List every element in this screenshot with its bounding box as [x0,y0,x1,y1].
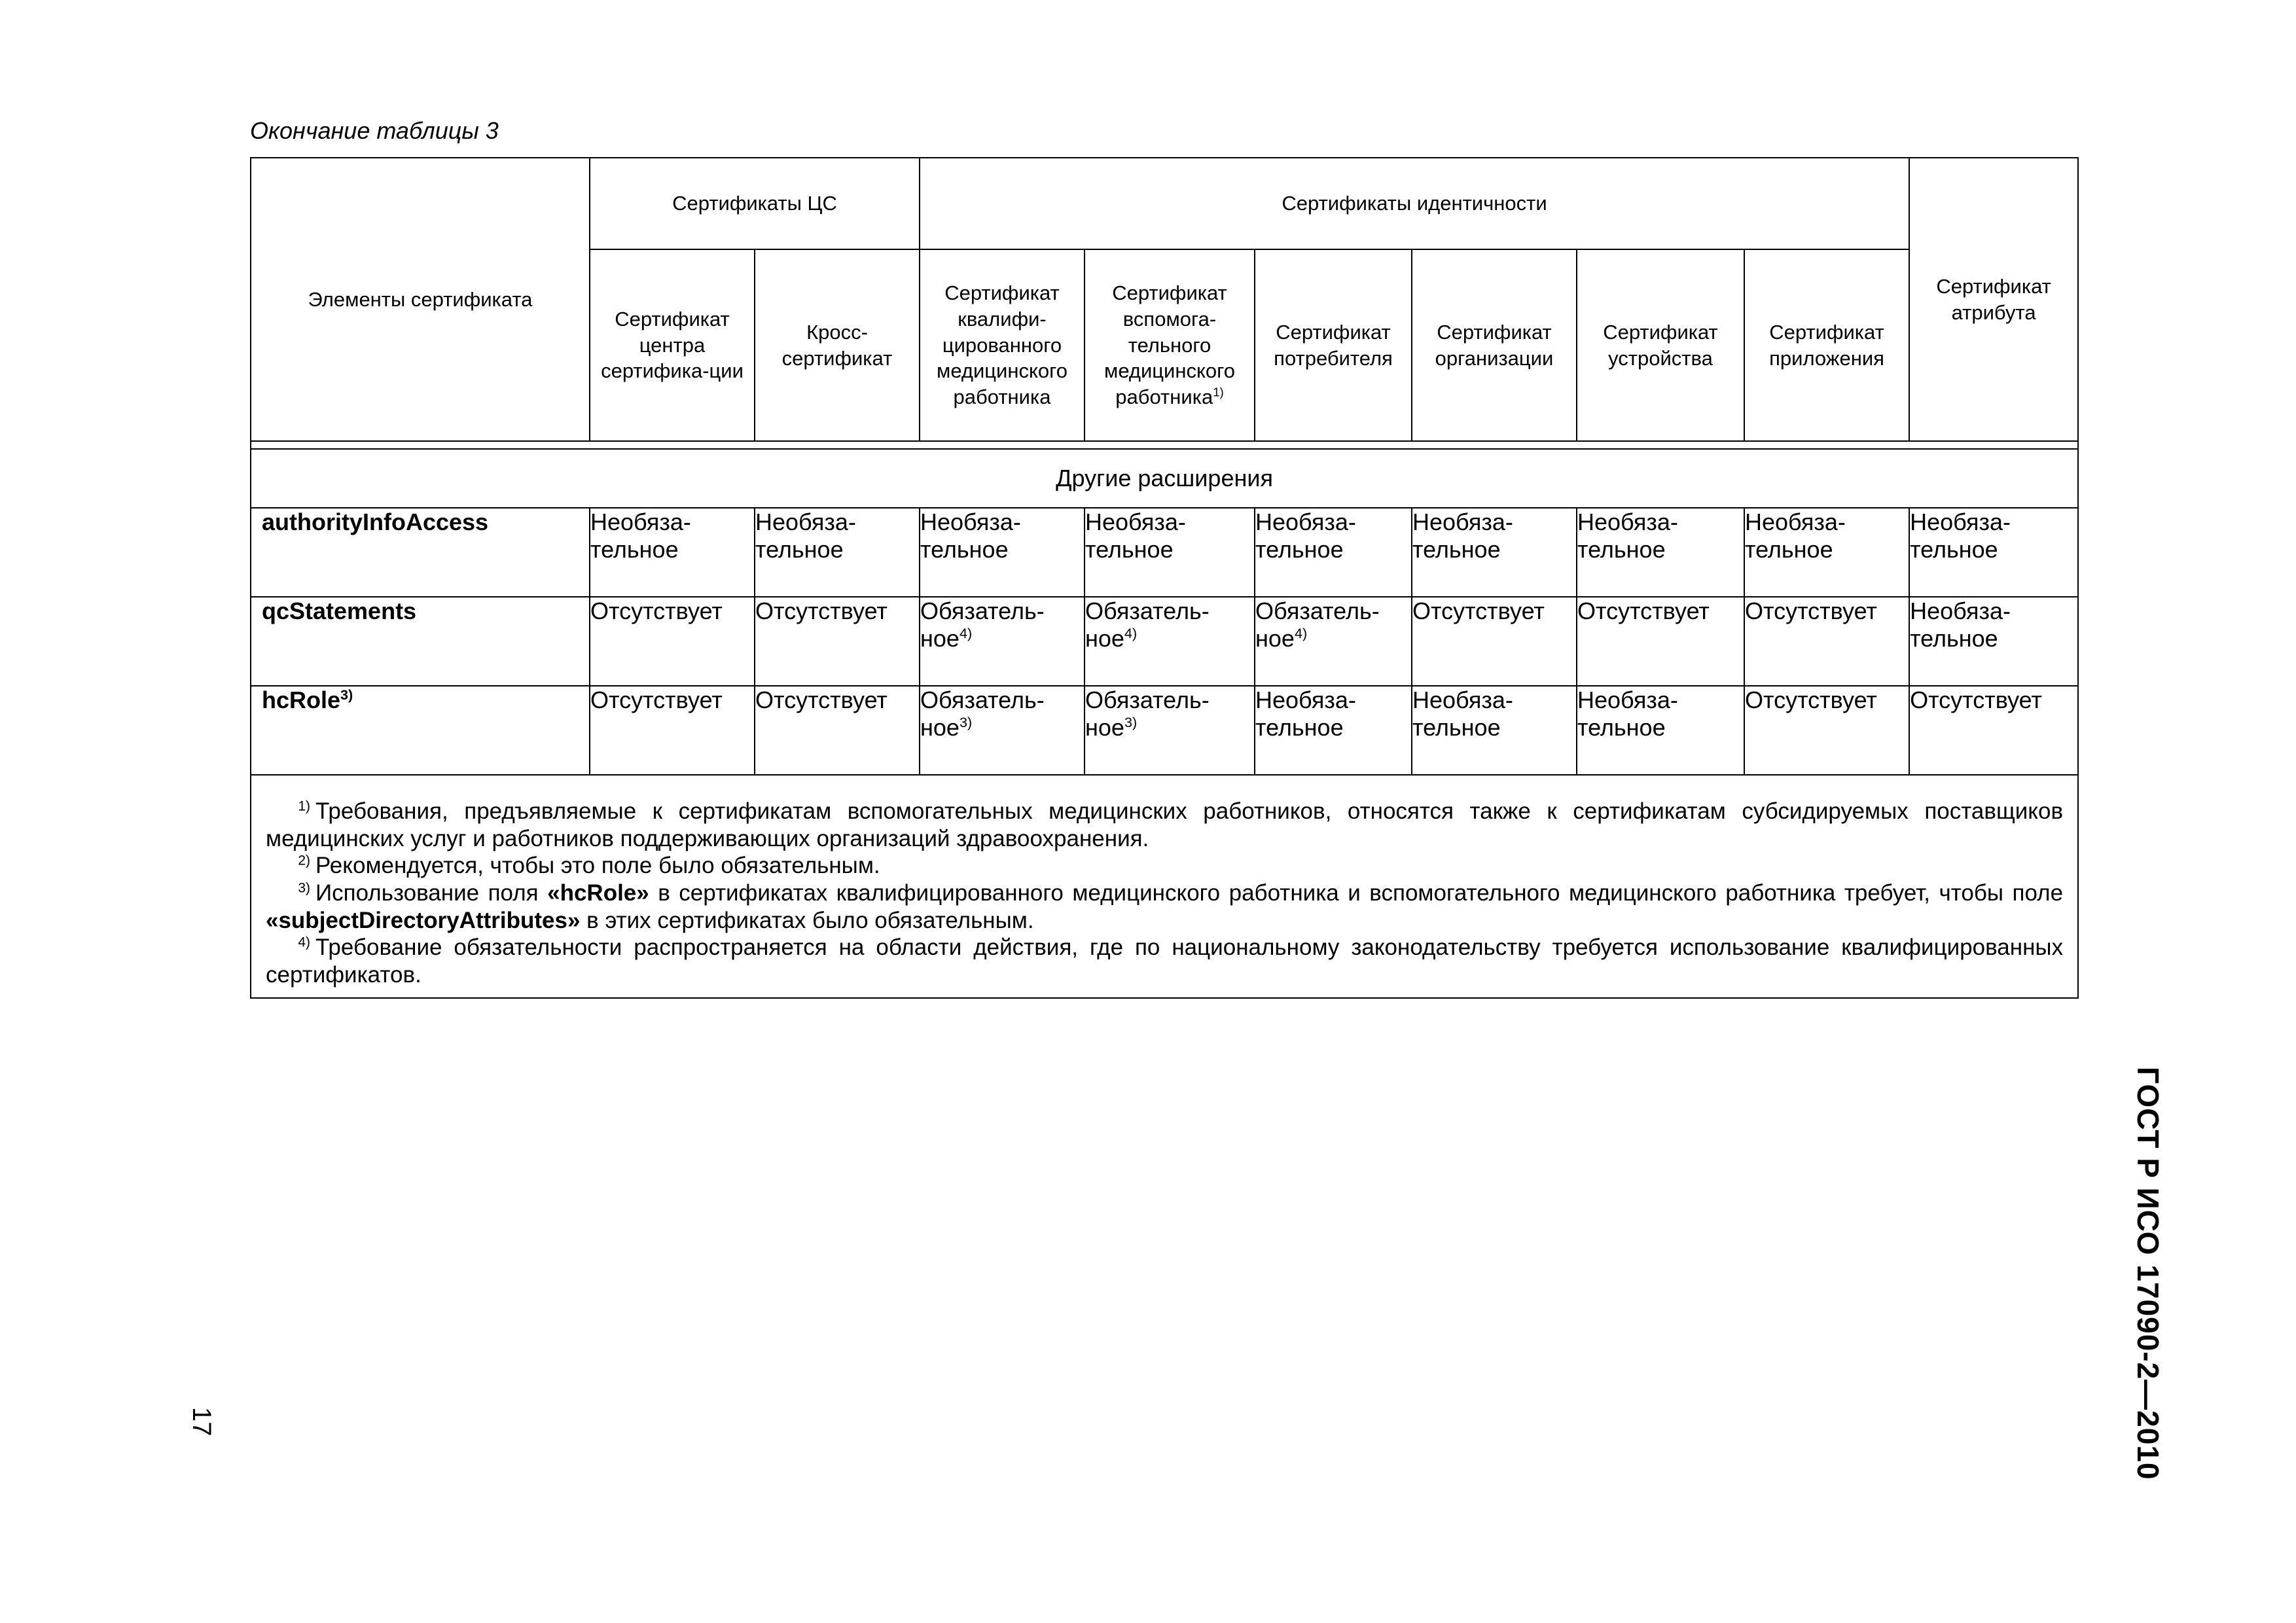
footnote-ref: 3) [959,714,973,731]
footnotes-block [251,775,2078,998]
table-cell: Необяза-тельное [1255,508,1412,597]
table-cell: Отсутствует [590,686,755,775]
table-cell: Необяза-тельное [920,508,1085,597]
header-identity-certificates: Сертификаты идентичности [920,158,1909,249]
table-cell: Необяза-тельное [1412,686,1577,775]
table-cell: Отсутствует [1744,597,1909,686]
certificate-extensions-table [250,157,2079,999]
footnote-text: Использование поля [315,880,548,906]
table-row [251,686,2078,775]
table-cell [1255,597,1412,686]
cell-value: Обязатель-ное [920,687,1045,741]
standard-designation: ГОСТ Р ИСО 17090-2—2010 [2131,1067,2165,1480]
table-cell: Отсутствует [1909,686,2078,775]
table-cell: Необяза-тельное [1744,508,1909,597]
cell-value: Обязатель-ное [920,597,1045,652]
footnote-3 [266,880,2063,934]
footnote-1 [266,798,2063,852]
footnote-field-name: «subjectDirectoryAttributes» [266,907,581,933]
table-cell: Отсутствует [1412,597,1577,686]
header-attribute-certificate: Сертификат атрибута [1909,158,2078,441]
table-cell: Отсутствует [755,597,920,686]
table-row [251,597,2078,686]
footnote-mark: 1) [298,798,310,814]
cell-value: Обязатель-ное [1085,687,1210,741]
table-cell: Отсутствует [1744,686,1909,775]
table-cell: Отсутствует [755,686,920,775]
footnote-text: Требования, предъявляемые к сертификатам вспомогательных медицинских работников, относятся также к сертификатам субсидируемых поставщиков медицинских услуг и работников поддерживающих организаций здравоохранения. [266,798,2064,851]
page-number: 17 [187,1407,216,1436]
footnote-2 [266,852,2063,880]
table-cell: Необяза-тельное [1412,508,1577,597]
footnote-field-name: «hcRole» [547,880,649,906]
footnote-mark: 4) [298,935,310,950]
footnote-text: в сертификатах квалифицированного медицинского работника и вспомогательного медицинского работника требует, чтобы поле [649,880,2064,906]
table-cell [920,597,1085,686]
header-elements: Элементы сертификата [251,158,590,441]
table-cell: Необяза-тельное [1577,686,1744,775]
footnote-4 [266,934,2063,988]
table-cell: Отсутствует [1577,597,1744,686]
table-cell: Необяза-тельное [590,508,755,597]
footnote-ref: 4) [1124,625,1138,642]
table-cell: Необяза-тельное [1255,686,1412,775]
footnote-ref: 4) [959,625,973,642]
footnote-mark: 3) [298,880,310,896]
footnote-mark: 2) [298,853,310,868]
subheader-ca-certificate: Сертификат центра сертифика-ции [590,249,755,441]
table-cell: Необяза-тельное [1085,508,1255,597]
row-element-name: authorityInfoAccess [251,508,590,597]
row-element-name: qcStatements [251,597,590,686]
footnote-ref: 1) [1213,385,1224,399]
table-caption: Окончание таблицы 3 [250,117,499,144]
subheader-qualified-practitioner: Сертификат квалифи-цированного медицинского работника [920,249,1085,441]
table-cell: Необяза-тельное [1909,508,2078,597]
cell-value: Обязатель-ное [1085,597,1210,652]
table-cell [1085,597,1255,686]
section-title: Другие расширения [251,449,2078,508]
subheader-device: Сертификат устройства [1577,249,1744,441]
header-separator [251,441,2078,449]
header-ca-certificates: Сертификаты ЦС [590,158,920,249]
subheader-organization: Сертификат организации [1412,249,1577,441]
subheader-consumer: Сертификат потребителя [1255,249,1412,441]
footnote-ref: 3) [1124,714,1138,731]
subheader-supporting-practitioner-label: Сертификат вспомога-тельного медицинского работника [1104,281,1235,408]
subheader-application: Сертификат приложения [1744,249,1909,441]
footnote-text: Требование обязательности распространяется на области действия, где по национальному законодательству требуется использование квалифицированных сертификатов. [266,935,2064,988]
table-cell: Необяза-тельное [755,508,920,597]
table-cell: Необяза-тельное [1909,597,2078,686]
footnote-ref: 4) [1294,625,1308,642]
row-element-name [251,686,590,775]
cell-value: Обязатель-ное [1255,597,1380,652]
table-cell [920,686,1085,775]
footnote-text: в этих сертификатах было обязательным. [580,907,1034,933]
table-cell: Отсутствует [590,597,755,686]
row-element-label: hcRole [262,687,341,713]
subheader-cross-certificate: Кросс-сертификат [755,249,920,441]
subheader-supporting-practitioner [1085,249,1255,441]
table-cell: Необяза-тельное [1577,508,1744,597]
footnote-ref: 3) [340,687,353,703]
table-cell [1085,686,1255,775]
footnote-text: Рекомендуется, чтобы это поле было обязательным. [315,853,880,879]
table-row [251,508,2078,597]
